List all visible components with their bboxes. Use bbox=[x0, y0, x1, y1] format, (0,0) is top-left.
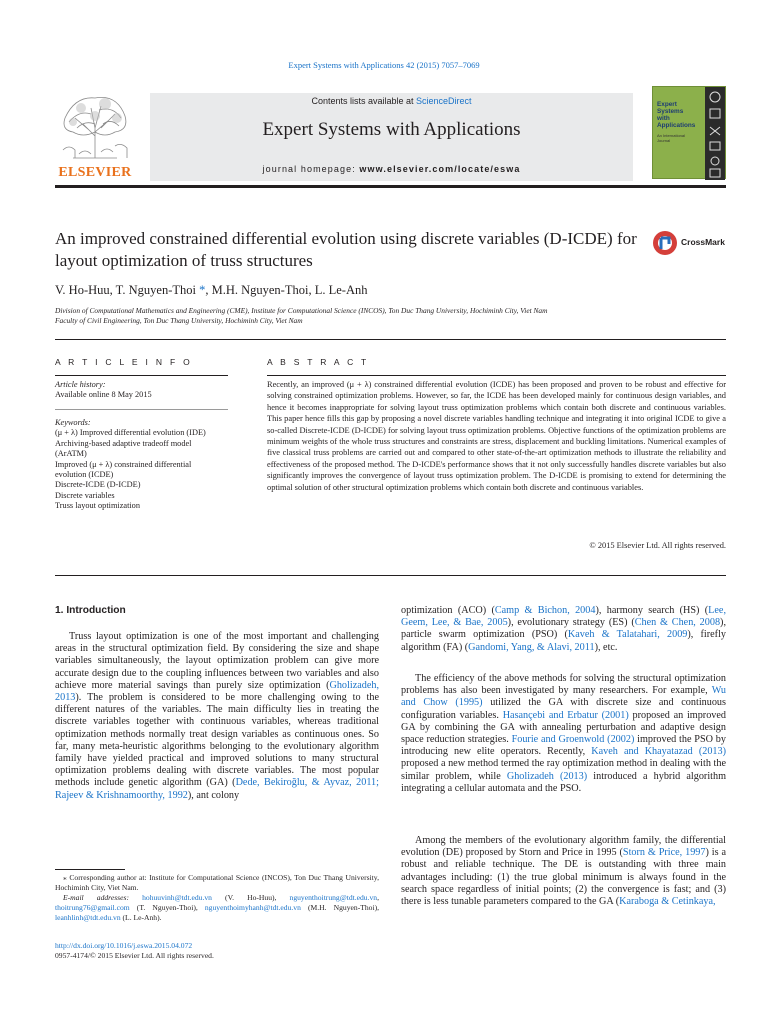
abstract-end-rule bbox=[55, 575, 726, 576]
section-heading-introduction: 1. Introduction bbox=[55, 605, 126, 616]
reference-link[interactable]: Camp & Bichon, 2004 bbox=[494, 605, 596, 616]
corresponding-author-note: ⁎ Corresponding author at: Institute for Computational Science (INCOS), Ton Duc Thang University, Hochiminh City, Viet Nam. bbox=[55, 873, 379, 892]
intro-text: ), ant colony bbox=[187, 789, 240, 801]
homepage-link[interactable]: www.elsevier.com/locate/eswa bbox=[359, 164, 521, 174]
email-link[interactable]: leanhlinh@tdt.edu.vn bbox=[55, 913, 121, 922]
reference-link[interactable]: Kaveh & Talatahari, 2009 bbox=[567, 629, 688, 641]
elsevier-wordmark: ELSEVIER bbox=[58, 165, 132, 180]
author-list bbox=[55, 283, 695, 298]
reference-link[interactable]: Karaboga & Cetinkaya, bbox=[619, 896, 716, 908]
email-link[interactable]: hohuuvinh@tdt.edu.vn bbox=[142, 893, 212, 902]
article-info-divider bbox=[55, 409, 228, 410]
reference-link[interactable]: Hasançebi and Erbatur (2001) bbox=[502, 709, 629, 721]
doi-link[interactable]: http://dx.doi.org/10.1016/j.eswa.2015.04.072 bbox=[55, 941, 193, 950]
abstract-heading: A B S T R A C T bbox=[267, 357, 370, 367]
reference-link[interactable]: Dede, Bekiroğlu, & Ayvaz, 2011; Rajeev & Krishnamoorthy, 1992 bbox=[55, 777, 379, 801]
email-owner: (V. Ho-Huu), bbox=[211, 893, 290, 902]
journal-title: Expert Systems with Applications bbox=[262, 119, 521, 140]
crossmark-badge[interactable] bbox=[652, 230, 726, 256]
journal-cover-thumbnail[interactable] bbox=[652, 86, 726, 179]
cover-icon-strip bbox=[705, 87, 725, 180]
journal-homepage bbox=[150, 164, 633, 174]
intro-text: ) is a robust and reliable technique. The DE is outstanding with three main advantages including: (1) the true global minimum is always found in the search space regardless of initial points; (2) the convergence is fast; and (3) there is less tunable parameters compared to the GA ( bbox=[401, 847, 726, 908]
history-value: Available online 8 May 2015 bbox=[55, 390, 152, 400]
homepage-prefix: journal homepage: bbox=[262, 164, 360, 174]
affiliation-2: Faculty of Civil Engineering, Ton Duc Thang University, Hochiminh City, Viet Nam bbox=[55, 316, 303, 325]
intro-text: optimization (ACO) ( bbox=[401, 605, 495, 616]
intro-text: utilized the GA with discrete size and continuous configuration variables. bbox=[401, 697, 726, 721]
article-info-heading: A R T I C L E I N F O bbox=[55, 357, 193, 367]
sciencedirect-link[interactable]: ScienceDirect bbox=[416, 96, 472, 106]
email-link[interactable]: nguyenthoimyhanh@tdt.edu.vn bbox=[204, 903, 301, 912]
intro-text: ), etc. bbox=[594, 641, 618, 653]
crossmark-label: CrossMark bbox=[681, 237, 725, 247]
reference-link[interactable]: Fourie and Groenwold (2002) bbox=[511, 734, 635, 746]
abstract-text: Recently, an improved (μ + λ) constrained differential evolution (ICDE) has been proposed and proven to be robust and effective for solving constrained optimization problems. However, so far, the ICDE has been developed mainly for continuous design variables, and hence it becomes inappropriate for solving layout truss optimization problems which contain both discrete and continuous variables. This paper hence fills this gap by proposing a novel discrete variables handling technique and integrating it into original ICDE to give a so-called Discrete-ICDE (D-ICDE) for solving layout truss optimization problems. Objective functions of the optimization problems are minimum weights of the whole truss structures and constraints are stress, displacement and buckling limitations. Numerical examples of five classical truss problems are carried out and compared to other state-of-the-art optimization methods to illustrate the reliability and effectiveness of the proposed method. The D-ICDE's performance shows that it not only successfully handles discrete variables but also significantly improves the convergence of layout truss optimization problem. The D-ICDE is promising to extend for determining the optimal solution of other structural optimization problems which contain both discrete and continuous variables. bbox=[267, 380, 726, 492]
intro-text: ). The problem is considered to be more challenging owing to the different natures of the variables. The main difficulty lies in treating the discrete variables together with continuous variables, whereas traditional optimization methods normally treat design variables as continuous ones. So far, many meta-heuristic algorithms belonging to the evolutionary algorithm family have yielded practical and improved solutions to many structural optimization problems dealing with discrete variables. The most popular methods include genetic algorithm (GA) ( bbox=[55, 692, 379, 789]
reference-link[interactable]: Gandomi, Yang, & Alavi, 2011 bbox=[468, 641, 595, 653]
authors-rest: , M.H. Nguyen-Thoi, L. Le-Anh bbox=[205, 283, 368, 297]
intro-text: Among the members of the evolutionary algorithm family, the differential evolution (DE) proposed by Storn and Price in 1995 ( bbox=[401, 835, 726, 859]
email-separator: , bbox=[377, 893, 379, 902]
email-owner: (L. Le-Anh). bbox=[120, 913, 162, 922]
intro-text: ), firefly algorithm (FA) ( bbox=[401, 629, 726, 653]
abstract-rule bbox=[267, 375, 726, 376]
cover-subtitle: An International Journal bbox=[657, 133, 686, 143]
intro-text: ), particle swarm optimization (PSO) ( bbox=[401, 617, 726, 641]
affiliations bbox=[55, 306, 735, 326]
footnote-block bbox=[55, 873, 379, 923]
affiliation-rule bbox=[55, 339, 726, 340]
issn-line: 0957-4174/© 2015 Elsevier Ltd. All rights reserved. bbox=[55, 951, 214, 960]
corresponding-author-marker[interactable]: * bbox=[199, 283, 206, 297]
keywords-block bbox=[55, 418, 240, 512]
intro-paragraph-3 bbox=[401, 673, 726, 795]
authors-first: V. Ho-Huu, T. Nguyen-Thoi bbox=[55, 283, 200, 297]
email-owner: (T. Nguyen-Thoi), bbox=[129, 903, 205, 912]
abstract-copyright: © 2015 Elsevier Ltd. All rights reserved. bbox=[589, 541, 726, 550]
keyword-item: Archiving-based adaptive tradeoff model bbox=[55, 438, 192, 448]
contents-prefix: Contents lists available at bbox=[311, 96, 417, 106]
contents-available bbox=[150, 96, 633, 106]
footnote-rule bbox=[55, 869, 125, 870]
reference-link[interactable]: Gholizadeh (2013) bbox=[506, 770, 588, 782]
journal-citation[interactable]: Expert Systems with Applications 42 (2015) 7057–7069 bbox=[288, 60, 480, 70]
cover-icons bbox=[705, 87, 725, 180]
keyword-item: evolution (ICDE) bbox=[55, 470, 114, 480]
doi-block bbox=[55, 941, 379, 961]
article-title: An improved constrained differential evolution using discrete variables (D-ICDE) for layout optimization of truss structures bbox=[55, 229, 637, 270]
keyword-item: (ArATM) bbox=[55, 449, 87, 459]
reference-link[interactable]: Lee, Geem, Lee, & Bae, 2005 bbox=[401, 605, 726, 629]
email-addresses bbox=[55, 893, 379, 923]
email-link[interactable]: nguyenthoitrung@tdt.edu.vn bbox=[289, 893, 378, 902]
reference-link[interactable]: Chen & Chen, 2008 bbox=[634, 617, 721, 629]
intro-text: proposed a new method termed the ray optimization method in dealing with the similar problem, while bbox=[401, 758, 726, 782]
reference-link[interactable]: Wu and Chow (1995) bbox=[401, 685, 726, 709]
keywords-label: Keywords: bbox=[55, 418, 91, 427]
article-history bbox=[55, 380, 235, 401]
history-label: Article history: bbox=[55, 380, 106, 389]
intro-text: Truss layout optimization is one of the most important and challenging areas in the structural optimization field. By considering the size and shape variables simultaneously, the layout optimization problem can give more accurate design due to the coupling influences between two variables and also achieve more material savings than purely size optimization ( bbox=[55, 631, 379, 691]
keyword-item: Truss layout optimization bbox=[55, 501, 140, 511]
keyword-item: Discrete-ICDE (D-ICDE) bbox=[55, 480, 141, 490]
crossmark-icon bbox=[652, 230, 678, 256]
affiliation-1: Division of Computational Mathematics and Engineering (CME), Institute for Computational Science (INCOS), Ton Duc Thang University, Hochiminh City, Viet Nam bbox=[55, 306, 548, 315]
article-info-rule bbox=[55, 375, 228, 376]
keyword-item: (μ + λ) Improved differential evolution (IDE) bbox=[55, 428, 206, 438]
email-label: E-mail addresses: bbox=[63, 893, 143, 902]
intro-text: proposed an improved GA by combining the GA with annealing perturbation and adaptive design space reduction strategies. bbox=[401, 709, 726, 746]
cover-title: Expert Systems with Applications bbox=[657, 101, 696, 129]
intro-paragraph-2 bbox=[401, 605, 726, 654]
intro-text: improved the PSO by introducing new elite operators. Recently, bbox=[401, 734, 726, 758]
email-link[interactable]: thoitrung76@gmail.com bbox=[55, 903, 130, 912]
reference-link[interactable]: Kaveh and Khayatazad (2013) bbox=[591, 746, 726, 758]
intro-text: introduced a hybrid algorithm integrating a cellular automata and the PSO. bbox=[401, 770, 726, 794]
keyword-item: Discrete variables bbox=[55, 490, 115, 500]
reference-link[interactable]: Storn & Price, 1997 bbox=[622, 847, 706, 859]
intro-text: ), evolutionary strategy (ES) ( bbox=[507, 617, 635, 629]
intro-paragraph-1 bbox=[55, 631, 379, 802]
intro-text: ), harmony search (HS) ( bbox=[595, 605, 709, 616]
intro-paragraph-4 bbox=[401, 835, 726, 908]
email-owner: (M.H. Nguyen-Thoi), bbox=[300, 903, 379, 912]
reference-link[interactable]: Gholizadeh, 2013 bbox=[55, 679, 379, 704]
header-rule bbox=[55, 185, 726, 188]
keyword-item: Improved (μ + λ) constrained differential bbox=[55, 459, 192, 469]
intro-text: The efficiency of the above methods for solving the structural optimization problems has also been investigated by many researchers. For example, bbox=[401, 673, 726, 697]
